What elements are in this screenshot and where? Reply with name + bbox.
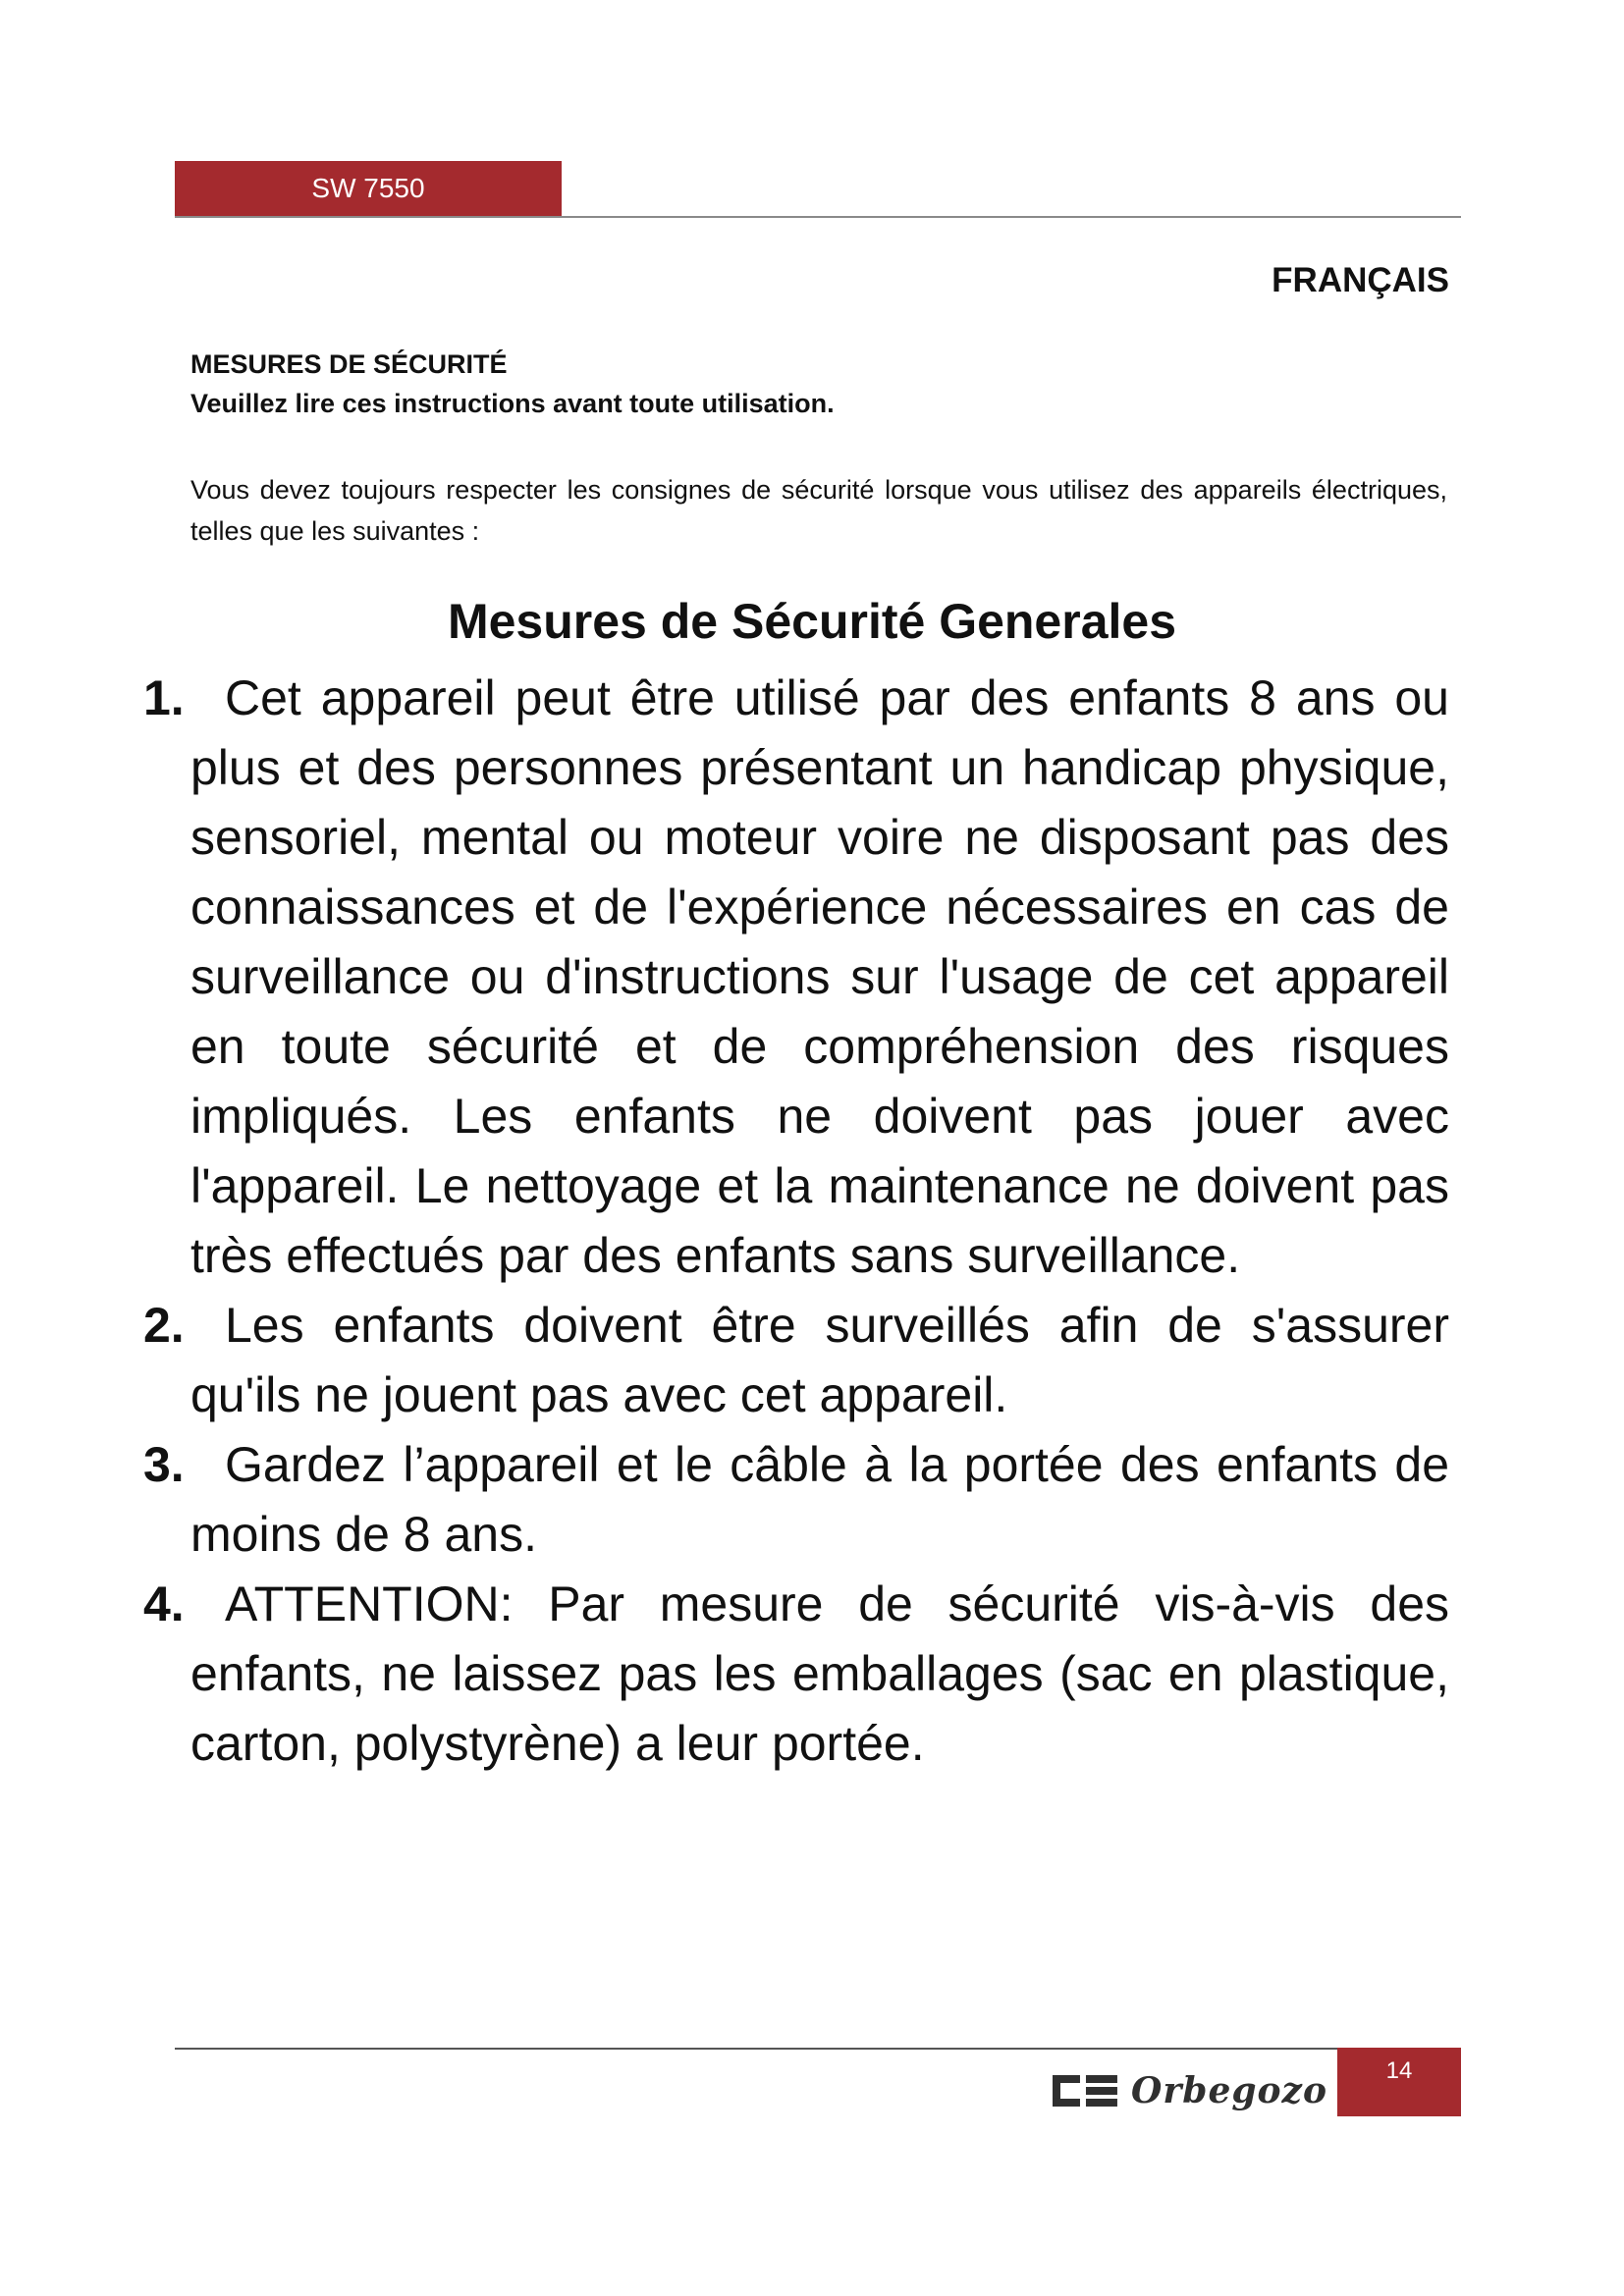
list-item — [143, 1291, 1449, 1430]
model-tab — [175, 161, 562, 216]
item-number: 4. — [143, 1576, 185, 1631]
item-text: Cet appareil peut être utilisé par des enfants 8 ans ou plus et des personnes présentant un handicap physique, sensoriel, mental ou moteur voire ne disposant pas des connaissances et de l'expérience nécessaires en cas de surveillance ou d'instructions sur l'usage de cet appareil en toute sécurité et de compréhension des risques impliqués. Les enfants ne doivent pas jouer avec l'appareil. Le nettoyage et la maintenance ne doivent pas très effectués par des enfants sans surveillance. — [190, 670, 1449, 1283]
header-divider — [175, 216, 1461, 218]
safety-list — [143, 664, 1449, 1779]
list-item — [143, 664, 1449, 1291]
item-text: ATTENTION: Par mesure de sécurité vis-à-vis des enfants, ne laissez pas les emballages (sac en plastique, carton, polystyrène) a leur portée. — [190, 1576, 1449, 1771]
model-label: SW 7550 — [311, 173, 425, 203]
brand-mark-icon — [1053, 2073, 1117, 2109]
list-item — [143, 1570, 1449, 1779]
general-safety-title: Mesures de Sécurité Generales — [447, 594, 1177, 649]
item-text: Les enfants doivent être surveillés afin de s'assurer qu'ils ne jouent pas avec cet appareil. — [190, 1298, 1449, 1422]
footer-divider — [175, 2048, 1337, 2050]
section-title: MESURES DE SÉCURITÉ — [190, 349, 508, 379]
language-heading: FRANÇAIS — [1272, 261, 1449, 299]
item-number: 1. — [143, 670, 185, 725]
page-number: 14 — [1337, 2048, 1461, 2116]
section-subtitle: Veuillez lire ces instructions avant toute utilisation. — [190, 389, 835, 418]
item-number: 3. — [143, 1437, 185, 1492]
intro-paragraph: Vous devez toujours respecter les consignes de sécurité lorsque vous utilisez des appareils électriques, telles que les suivantes : — [190, 475, 1447, 546]
brand-logo — [1053, 2061, 1327, 2120]
brand-name: Orbegozo — [1130, 2070, 1327, 2111]
item-number: 2. — [143, 1298, 185, 1353]
item-text: Gardez l’appareil et le câble à la portée des enfants de moins de 8 ans. — [190, 1437, 1449, 1562]
list-item — [143, 1430, 1449, 1570]
